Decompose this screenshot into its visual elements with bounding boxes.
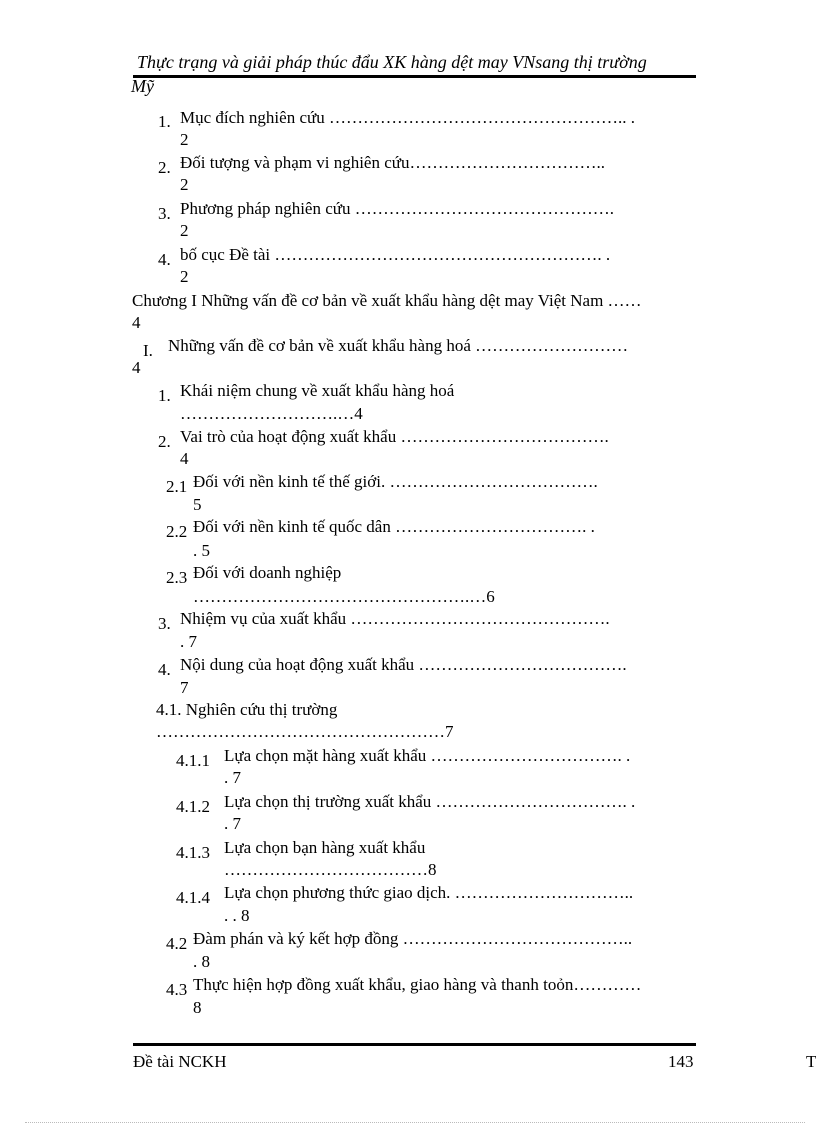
page-number: 143: [668, 1052, 694, 1071]
toc-entry-number: 4.1.3: [176, 843, 210, 862]
toc-entry-page: ………………………………………….…6: [193, 587, 495, 606]
toc-entry-page: ………………………………8: [224, 860, 437, 879]
toc-entry-number: I.: [143, 341, 153, 360]
toc-entry-text: Lựa chọn phương thức giao dịch. …………………………..: [224, 883, 634, 902]
toc-entry-text: Thực hiện hợp đồng xuất khẩu, giao hàng và thanh toỏn…………: [193, 975, 642, 994]
toc-entry-number: 2.3: [166, 568, 188, 587]
toc-entry-page: 4: [132, 313, 141, 332]
toc-entry-number: 4.2: [166, 934, 188, 953]
toc-entry-page: 2: [180, 175, 189, 194]
toc-entry-number: 4.: [158, 660, 171, 679]
toc-entry-number: 4.1.2: [176, 797, 210, 816]
toc-entry-text: Phương pháp nghiên cứu ……………………………………….: [180, 199, 614, 218]
toc-entry-page: ……………………………………………7: [156, 722, 454, 741]
toc-entry-page: . 7: [224, 768, 241, 787]
footer-edge-letter: T: [806, 1052, 816, 1071]
toc-entry-text: Lựa chọn mặt hàng xuất khẩu ……………………………. .: [224, 746, 631, 765]
toc-entry-number: 1.: [158, 386, 171, 405]
footer-divider: [133, 1043, 696, 1046]
toc-entry-page: 2: [180, 130, 189, 149]
toc-entry-text: Đối với doanh nghiệp: [193, 563, 342, 582]
toc-entry-number: 3.: [158, 204, 171, 223]
toc-entry-page: 2: [180, 221, 189, 240]
toc-entry-text: Khái niệm chung về xuất khẩu hàng hoá: [180, 381, 455, 400]
header-title-continued: Mỹ: [131, 76, 154, 96]
toc-entry-page: . 5: [193, 541, 210, 560]
toc-entry-number: 4.3: [166, 980, 188, 999]
toc-entry-page: . 7: [180, 632, 197, 651]
toc-entry-page: . 8: [193, 952, 210, 971]
toc-entry-text: Những vấn đề cơ bản về xuất khẩu hàng hoá ………………………: [168, 336, 629, 355]
toc-entry-page: 5: [193, 495, 202, 514]
toc-entry-text: Đối với nền kinh tế quốc dân ……………………………. .: [193, 517, 595, 536]
toc-entry-number: 4.: [158, 250, 171, 269]
toc-entry-page: 8: [193, 998, 202, 1017]
toc-entry-text: bố cục Đề tài …………………………………………………. .: [180, 245, 611, 264]
toc-entry-page: ……………………….…4: [180, 404, 363, 423]
toc-entry-page: . . 8: [224, 906, 250, 925]
toc-entry-number: 3.: [158, 614, 171, 633]
header-title: Thực trạng và giải pháp thúc đẩu XK hàng dệt may VNsang thị trường: [137, 52, 647, 72]
toc-entry-page: 7: [180, 678, 189, 697]
toc-entry-number: 4.1.1: [176, 751, 210, 770]
toc-entry-text: Vai trò của hoạt động xuất khẩu ……………………………….: [180, 427, 609, 446]
toc-entry-text: Đàm phán và ký kết hợp đồng …………………………………..: [193, 929, 633, 948]
toc-entry-text: 4.1. Nghiên cứu thị trường: [156, 700, 338, 719]
toc-entry-text: Đối tượng và phạm vi nghiên cứu……………………………..: [180, 153, 605, 172]
toc-entry-page: . 7: [224, 814, 241, 833]
toc-entry-number: 2.1: [166, 477, 188, 496]
toc-entry-text: Lựa chọn bạn hàng xuất khẩu: [224, 838, 426, 857]
toc-entry-text: Nhiệm vụ của xuất khẩu ……………………………………….: [180, 609, 610, 628]
toc-entry-number: 1.: [158, 112, 171, 131]
toc-entry-text: Mục đích nghiên cứu …………………………………………….. .: [180, 108, 635, 127]
toc-entry-number: 2.: [158, 432, 171, 451]
toc-entry-number: 2.: [158, 158, 171, 177]
toc-entry-text: Đối với nền kinh tế thế giới. ……………………………….: [193, 472, 598, 491]
toc-entry-number: 2.2: [166, 522, 188, 541]
toc-entry-page: 4: [132, 358, 141, 377]
toc-entry-text: Nội dung của hoạt động xuất khẩu ……………………………….: [180, 655, 627, 674]
toc-entry-page: 4: [180, 449, 189, 468]
toc-entry-page: 2: [180, 267, 189, 286]
toc-entry-text: Lựa chọn thị trường xuất khẩu ……………………………. .: [224, 792, 636, 811]
footer-title: Đề tài NCKH: [133, 1052, 227, 1071]
toc-entry-text: Chương I Những vấn đề cơ bản về xuất khẩu hàng dệt may Việt Nam ……: [132, 291, 642, 310]
toc-entry-number: 4.1.4: [176, 888, 210, 907]
